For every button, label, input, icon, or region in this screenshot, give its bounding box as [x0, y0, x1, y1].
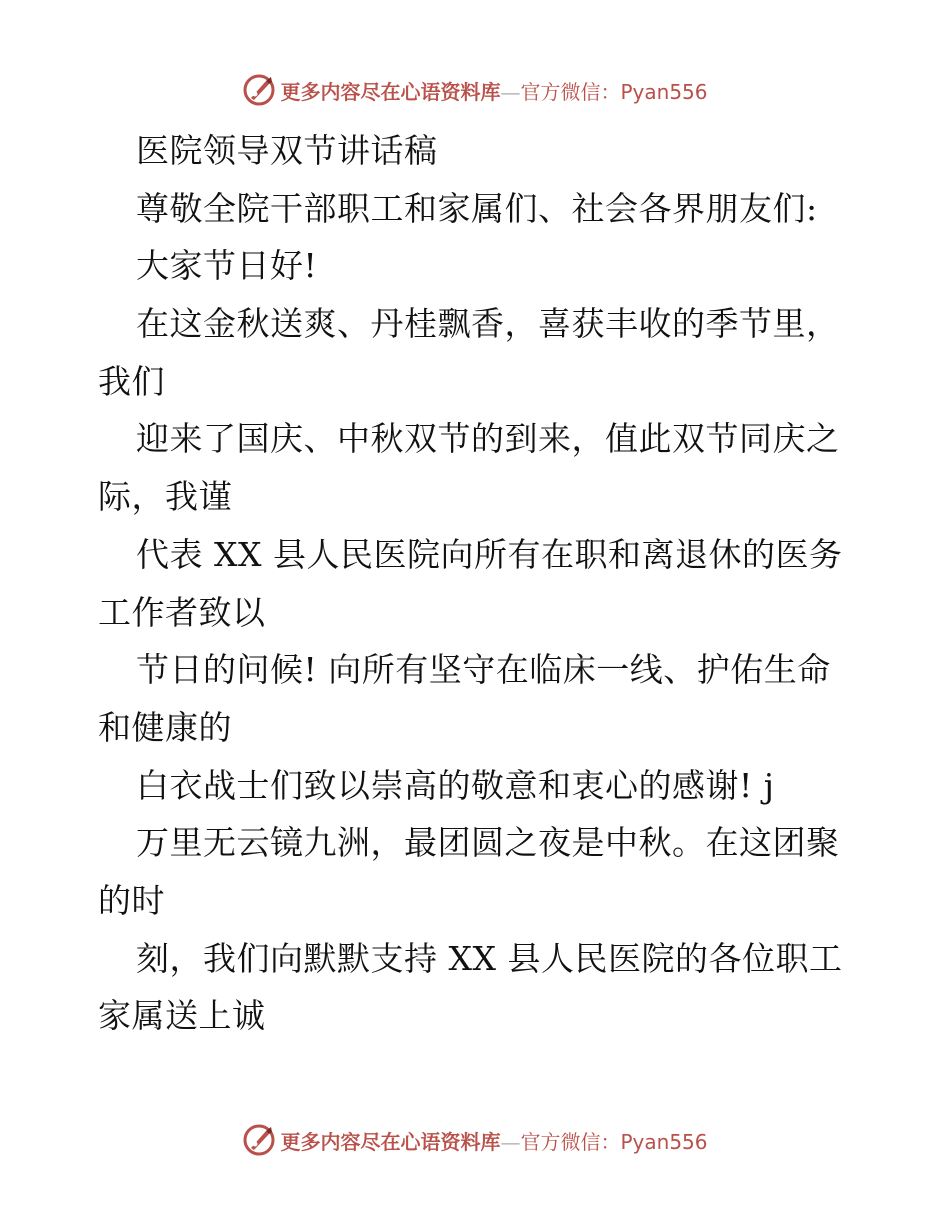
doc-line: 的时 — [98, 880, 165, 920]
document-body — [98, 122, 858, 1045]
doc-line: 万里无云镜九洲，最团圆之夜是中秋。在这团聚 — [136, 823, 840, 863]
quill-logo-icon — [242, 73, 276, 107]
doc-line: 代表 XX 县人民医院向所有在职和离退休的医务 — [136, 534, 843, 574]
footer-banner — [0, 1120, 950, 1160]
doc-line: 在这金秋送爽、丹桂飘香，喜获丰收的季节里， — [136, 304, 840, 344]
doc-line: 节日的问候! 向所有坚守在临床一线、护佑生命 — [136, 650, 831, 690]
doc-line: 大家节日好! — [136, 246, 318, 286]
doc-line: 尊敬全院干部职工和家属们、社会各界朋友们: — [136, 188, 818, 228]
doc-line: 白衣战士们致以崇高的敬意和衷心的感谢! j — [136, 765, 775, 805]
doc-line: 家属送上诚 — [98, 996, 266, 1036]
doc-line: 我们 — [98, 361, 165, 401]
doc-line: 和健康的 — [98, 707, 232, 747]
doc-title: 医院领导双节讲话稿 — [136, 131, 438, 170]
doc-line: 刻，我们向默默支持 XX 县人民医院的各位职工 — [136, 938, 843, 978]
header-banner — [0, 70, 950, 110]
doc-line: 工作者致以 — [98, 592, 266, 632]
doc-line: 迎来了国庆、中秋双节的到来，值此双节同庆之 — [136, 419, 840, 459]
quill-logo-icon — [242, 1123, 276, 1157]
banner-text: 更多内容尽在心语资料库—官方微信：Pyan556 — [280, 1129, 708, 1154]
banner-text: 更多内容尽在心语资料库—官方微信：Pyan556 — [280, 79, 708, 104]
doc-line: 际，我谨 — [98, 477, 232, 517]
